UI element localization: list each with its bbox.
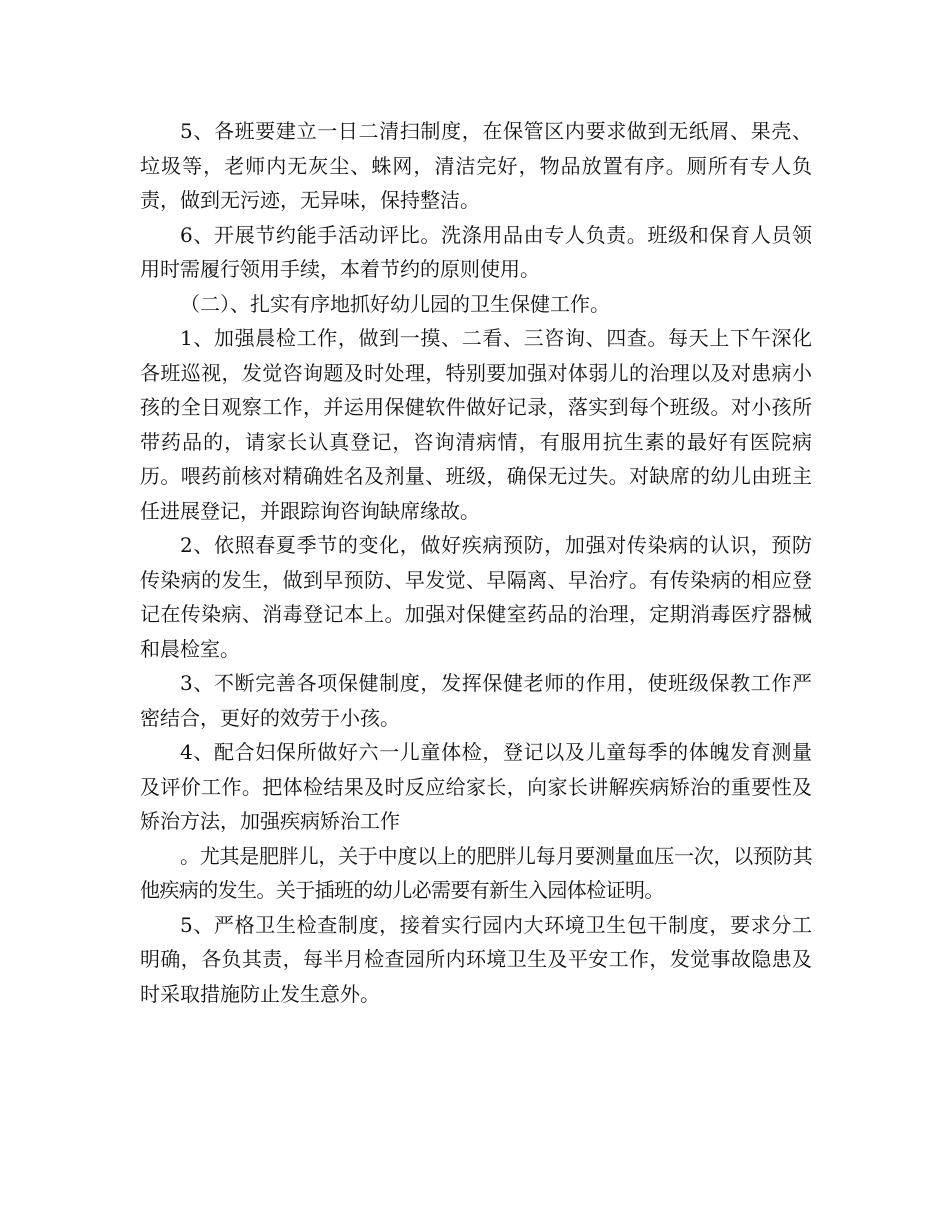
document-body (140, 114, 812, 1011)
paragraph-disease-prevention: 2、依照春夏季节的变化，做好疾病预防，加强对传染病的认识，预防传染病的发生，做到早预防、早发觉、早隔离、早治疗。有传染病的相应登记在传染病、消毒登记本上。加强对保健室药品的治理，定期消毒医疗器械和晨检室。 (140, 533, 812, 661)
paragraph-morning-check: 1、加强晨检工作，做到一摸、二看、三咨询、四查。每天上下午深化各班巡视，发觉咨询题及时处理，特别要加强对体弱儿的治理以及对患病小孩的全日观察工作，并运用保健软件做好记录，落实到每个班级。对小孩所带药品的，请家长认真登记，咨询清病情，有服用抗生素的最好有医院病历。喂药前核对精确姓名及剂量、班级，确保无过失。对缺席的幼儿由班主任进展登记，并跟踪询咨询缺席缘故。 (140, 326, 812, 523)
paragraph-physical-exam: 4、配合妇保所做好六一儿童体检，登记以及儿童每季的体魄发育测量及评价工作。把体检结果及时反应给家长，向家长讲解疾病矫治的重要性及矫治方法，加强疾病矫治工作 (140, 740, 812, 833)
paragraph-cleaning-system: 5、各班要建立一日二清扫制度，在保管区内要求做到无纸屑、果壳、垃圾等，老师内无灰尘、蛛网，清洁完好，物品放置有序。厕所有专人负责，做到无污迹，无异味，保持整洁。 (140, 119, 812, 212)
paragraph-saving-contest: 6、开展节约能手活动评比。洗涤用品由专人负责。班级和保育人员领用时需履行领用手续，本着节约的原则使用。 (140, 222, 812, 281)
section-heading-health-care: （二）、扎实有序地抓好幼儿园的卫生保健工作。 (180, 291, 610, 316)
paragraph-health-system: 3、不断完善各项保健制度，发挥保健老师的作用，使班级保教工作严密结合，更好的效劳于小孩。 (140, 671, 812, 730)
paragraph-obesity-note: 。尤其是肥胖儿，关于中度以上的肥胖儿每月要测量血压一次，以预防其他疾病的发生。关于插班的幼儿必需要有新生入园体检证明。 (140, 843, 812, 902)
paragraph-hygiene-inspection: 5、严格卫生检查制度，接着实行园内大环境卫生包干制度，要求分工明确，各负其责，每半月检查园所内环境卫生及平安工作，发觉事故隐患及时采取措施防止发生意外。 (140, 912, 812, 1006)
